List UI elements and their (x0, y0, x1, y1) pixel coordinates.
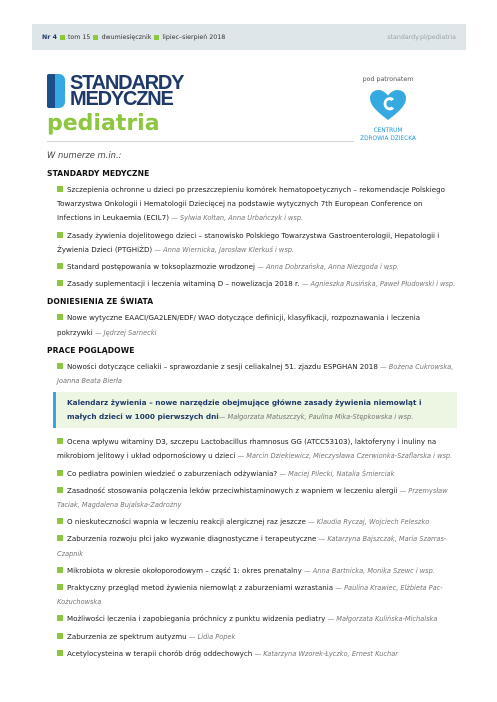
square-bullet-icon (57, 518, 63, 524)
list-item[interactable] (57, 532, 457, 560)
square-bullet-icon (57, 535, 63, 541)
issue-info (42, 34, 225, 41)
square-bullet-icon (57, 650, 63, 656)
site-url[interactable]: standardy.pl/pediatria (387, 33, 456, 41)
square-bullet-icon (57, 314, 63, 320)
square-bullet-icon (57, 567, 63, 573)
divider (47, 141, 354, 142)
item-title: O nieskuteczności wapnia w leczeniu reakcji alergicznej raz jeszcze (67, 517, 306, 527)
brand-line-2: MEDYCZNE (70, 88, 173, 110)
square-bullet-icon (60, 35, 65, 40)
square-bullet-icon (93, 35, 98, 40)
list-item[interactable] (57, 564, 457, 578)
toc-intro: W numerze m.in.: (47, 150, 122, 160)
item-authors: — Bożena Cukrowska, Joanna Beata Bierła (57, 362, 454, 386)
item-authors: — Anna Bartnicka, Monika Szewc i wsp. (304, 566, 435, 575)
item-title: Co pediatra powinien wiedzieć o zaburzeniach odżywiania? (67, 468, 278, 478)
issue-number: Nr 4 (42, 33, 57, 41)
list-item[interactable] (57, 467, 457, 481)
item-title: Ocena wpływu witaminy D3, szczepu Lactobacillus rhamnosus GG (ATCC53103), laktoferyny i inuliny na mikrobiom jelitowy i układ odpornościowy u dzieci (57, 437, 437, 461)
issue-bar (32, 24, 466, 50)
patronage-org-line-1: CENTRUM (373, 128, 403, 134)
list-item[interactable] (57, 360, 457, 388)
table-of-contents (47, 150, 457, 664)
item-authors: — Agnieszka Rusińska, Paweł Płudowski i wsp. (301, 280, 456, 289)
featured-authors: — Małgorzata Matuszczyk, Paulina Mika-Stępkowska i wsp. (218, 413, 414, 422)
square-bullet-icon (57, 232, 63, 238)
item-title: Standard postępowania w toksoplazmozie wrodzonej (67, 262, 256, 272)
item-title: Nowe wytyczne EAACI/GA2LEN/EDF/ WAO dotyczące definicji, klasyfikacji, rozpoznawania i leczenia pokrzywki (57, 313, 421, 337)
list-item[interactable] (57, 229, 457, 257)
item-authors: — Przemysław Taciak, Magdalena Bujalska-Zadrożny (57, 486, 448, 510)
list-item[interactable] (57, 581, 457, 609)
square-bullet-icon (154, 35, 159, 40)
item-title: Mikrobiota w okresie okołoporodowym – część 1: okres prenatalny (67, 565, 302, 575)
item-title: Szczepienia ochronne u dzieci po przeszczepieniu komórek hematopoetycznych – rekomendacje Polskiego Towarzystwa Onkologii i Hematologii Dziecięcej na podstawie wytycznych 7th European Conference on Infections in Leukaemia (ECIL7) (57, 185, 445, 223)
brand-line-1: STANDARDY (70, 72, 184, 94)
logo-mark-icon (47, 74, 65, 108)
list-item[interactable] (57, 183, 457, 226)
item-authors: — Anna Wiernicka, Jarosław Klerkuś i wsp. (154, 245, 295, 254)
square-bullet-icon (57, 438, 63, 444)
list-item[interactable] (57, 612, 457, 626)
list-item[interactable] (57, 515, 457, 529)
patronage (352, 76, 424, 143)
item-authors: — Anna Dobrzańska, Anna Niezgoda i wsp. (257, 263, 400, 272)
list-item[interactable] (57, 647, 457, 661)
square-bullet-icon (57, 615, 63, 621)
list-item[interactable] (57, 630, 457, 644)
item-title: Acetylocysteina w terapii chorób dróg oddechowych (67, 648, 253, 658)
square-bullet-icon (57, 470, 63, 476)
item-authors: — Katarzyna Bajszczak, Maria Szarras-Czapnik (57, 535, 447, 558)
square-bullet-icon (57, 280, 63, 286)
brand-wordmark (70, 72, 184, 110)
section-title: STANDARDY MEDYCZNE (47, 169, 150, 178)
list-item[interactable] (57, 435, 457, 463)
item-title: Zasadność stosowania połączenia leków przeciwhistaminowych z wapniem w leczeniu alergii (67, 485, 398, 495)
item-authors: — Marcin Dziekiewicz, Mieczysława Czerwionka-Szaflarska i wsp. (237, 452, 453, 461)
section-title: PRACE POGLĄDOWE (47, 345, 135, 355)
frequency: dwumiesięcznik (101, 33, 152, 41)
volume: tom 15 (67, 33, 91, 41)
patronage-org (352, 127, 424, 143)
item-title: Zaburzenia ze spektrum autyzmu (67, 631, 187, 641)
item-title: Zaburzenia rozwoju płci jako wyzwanie diagnostyczne i terapeutyczne (67, 534, 317, 544)
list-item[interactable] (57, 260, 457, 274)
list-item[interactable] (57, 484, 457, 512)
square-bullet-icon (57, 263, 63, 269)
item-authors: — Lidia Popek (188, 632, 236, 641)
brand-logo (47, 73, 257, 109)
item-title: Nowości dotyczące celiakii – sprawozdanie z sesji celiakalnej 51. zjazdu ESPGHAN 2018 (67, 361, 378, 371)
square-bullet-icon (57, 487, 63, 493)
list-item[interactable] (57, 311, 457, 339)
section-title: DONIESIENIA ZE ŚWIATA (47, 297, 154, 307)
square-bullet-icon (57, 186, 63, 192)
item-authors: — Sylwia Kołtan, Anna Urbańczyk i wsp. (171, 214, 304, 223)
item-authors: — Katarzyna Wzorek-Łyczko, Ernest Kuchar (254, 649, 398, 658)
journal-subtitle: pediatria (47, 111, 160, 136)
item-title: Praktyczny przegląd metod żywienia niemowląt z zaburzeniami wzrastania (67, 583, 334, 593)
item-authors: — Maciej Pilecki, Natalia Śmierciak (279, 469, 395, 478)
item-authors: — Jędrzej Sarnecki (94, 328, 157, 337)
patronage-org-line-2: ZDROWIA DZIECKA (360, 136, 416, 142)
item-authors: — Klaudia Ryczaj, Wojciech Feleszko (308, 518, 430, 527)
heart-logo-icon (368, 88, 408, 122)
square-bullet-icon (57, 584, 63, 590)
square-bullet-icon (57, 633, 63, 639)
patronage-label: pod patronatem (362, 76, 414, 83)
item-title: Zasady suplementacji i leczenia witaminą D – nowelizacja 2018 r. (67, 279, 300, 289)
square-bullet-icon (57, 363, 63, 369)
item-authors: — Paulina Krawiec, Elżbieta Pac-Kożuchowska (57, 584, 443, 607)
item-authors: — Małgorzata Kulińska-Michalska (327, 615, 438, 624)
item-title: Możliwości leczenia i zapobiegania próchnicy z punktu widzenia pediatry (67, 614, 326, 624)
list-item[interactable] (57, 277, 457, 291)
period: lipiec–sierpień 2018 (162, 33, 226, 41)
featured-title: Kalendarz żywienia – nowe narzędzie obejmujące główne zasady żywienia niemowląt i małych dzieci w 1000 pierwszych dni (67, 398, 422, 422)
item-title: Zasady żywienia dojelitowego dzieci – stanowisko Polskiego Towarzystwa Gastroenterologii, Hepatologii i Żywienia Dzieci (PTGHiŻD) (57, 230, 440, 254)
featured-article[interactable] (53, 392, 457, 428)
